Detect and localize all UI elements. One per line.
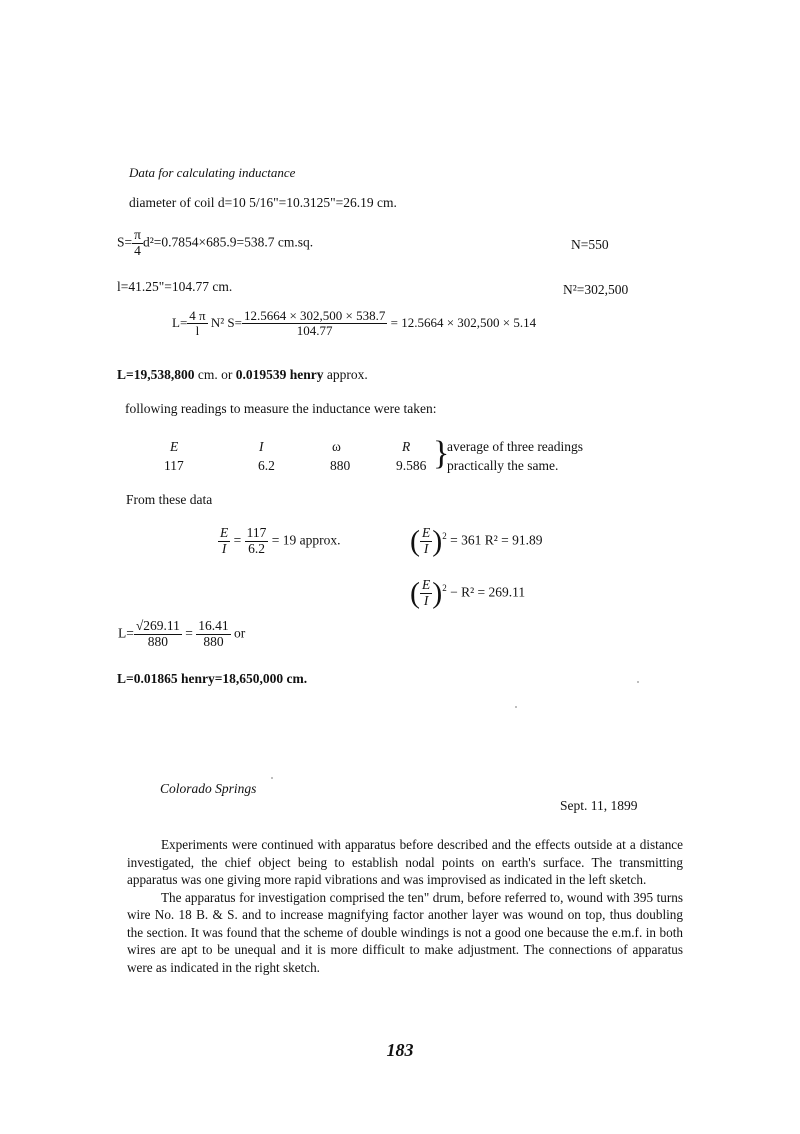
result-value-henry: 0.019539 bbox=[235, 367, 287, 382]
from-these-data: From these data bbox=[126, 492, 213, 507]
paragraph-1: Experiments were continued with apparatus before described and the effects outside at a distance investigated, the chief object being to establish nodal points on earth's surface. The transmitting apparatus was one giving more rapid vibrations and was improvised as indicated in the left sketch. bbox=[127, 837, 683, 887]
ratio-squared-equation bbox=[410, 526, 543, 557]
equals-sign: = bbox=[185, 625, 193, 641]
ratio-difference-equation bbox=[410, 578, 525, 609]
formula-rhs: = 12.5664 × 302,500 × 5.14 bbox=[390, 314, 537, 330]
diameter-line: diameter of coil d=10 5/16"=10.3125"=26.19 cm. bbox=[129, 195, 397, 210]
value-omega: 880 bbox=[330, 458, 351, 473]
open-paren: ( bbox=[410, 524, 420, 558]
numeric-fraction bbox=[245, 526, 269, 557]
fraction-denominator: 104.77 bbox=[296, 323, 333, 339]
exponent: 2 bbox=[442, 530, 447, 541]
fraction-numerator: 16.41 bbox=[198, 618, 229, 633]
readings-intro: following readings to measure the inductance were taken: bbox=[125, 401, 437, 416]
calc-or: or bbox=[234, 625, 246, 641]
numeric-fraction bbox=[196, 619, 230, 650]
inductance-result-2: L=0.01865 henry=18,650,000 cm. bbox=[117, 671, 308, 686]
fraction-numerator: E bbox=[422, 525, 431, 540]
four-pi-over-l-fraction bbox=[187, 309, 207, 339]
fraction-denominator: 880 bbox=[203, 633, 224, 649]
e-over-i-fraction bbox=[218, 526, 230, 557]
area-rhs: d²=0.7854×685.9=538.7 cm.sq. bbox=[142, 234, 314, 250]
value-r: 9.586 bbox=[396, 458, 427, 473]
formula-mid: N² S= bbox=[210, 314, 242, 330]
formula-lhs: L= bbox=[172, 314, 188, 330]
area-equation bbox=[117, 228, 313, 259]
ratio-difference-tail: − R² = 269.11 bbox=[450, 584, 526, 600]
fraction-numerator: 4 π bbox=[189, 308, 206, 323]
sqrt-fraction bbox=[134, 619, 182, 650]
fraction-numerator: 117 bbox=[246, 525, 267, 540]
result-unit: henry bbox=[286, 367, 324, 382]
right-brace: } bbox=[433, 435, 450, 472]
result-value-cm: L=19,538,800 bbox=[117, 367, 195, 382]
exponent: 2 bbox=[442, 582, 447, 593]
ratio-squared-tail: = 361 R² = 91.89 bbox=[450, 532, 543, 548]
scan-speck bbox=[637, 681, 639, 683]
fraction-denominator: l bbox=[195, 323, 200, 339]
turns-squared-value: N²=302,500 bbox=[563, 282, 629, 297]
section-heading: Data for calculating inductance bbox=[129, 165, 296, 180]
scan-speck bbox=[271, 777, 273, 779]
body-text bbox=[127, 836, 683, 976]
close-paren: ) bbox=[432, 524, 443, 558]
ratio-tail: = 19 approx. bbox=[271, 532, 341, 548]
area-lhs: S= bbox=[117, 234, 133, 250]
close-paren: ) bbox=[432, 576, 443, 610]
fraction-numerator: E bbox=[220, 525, 229, 540]
place-name: Colorado Springs bbox=[160, 781, 257, 796]
paragraph-2: The apparatus for investigation comprised the ten" drum, before referred to, wound with 395 turns wire No. 18 B. & S. and to increase magnifying factor another layer was wound on top, thus doubling the section. It was found that the scheme of double windings is not a good one because the e.m.f. in both wires are apt to be unequal and it is more difficult to make adjustment. The connections of apparatus were as indicated in the right sketch. bbox=[127, 889, 683, 975]
turns-value: N=550 bbox=[571, 237, 609, 252]
readings-note-1: average of three readings bbox=[447, 439, 584, 454]
fraction-numerator: √269.11 bbox=[135, 618, 180, 633]
l-calculation bbox=[118, 619, 245, 650]
readings-note-2: practically the same. bbox=[447, 458, 559, 473]
page-number: 183 bbox=[386, 1040, 414, 1060]
e-over-i-fraction bbox=[420, 526, 432, 557]
header-e: E bbox=[170, 439, 179, 454]
ratio-equation bbox=[218, 526, 340, 557]
header-i: I bbox=[259, 439, 264, 454]
result-approx: approx. bbox=[323, 367, 368, 382]
calc-lhs: L= bbox=[118, 625, 134, 641]
fraction-denominator: 880 bbox=[147, 633, 169, 649]
open-paren: ( bbox=[410, 576, 420, 610]
fraction-denominator: I bbox=[221, 540, 227, 556]
inductance-result-1 bbox=[117, 367, 368, 383]
inductance-formula bbox=[172, 309, 536, 339]
fraction-denominator: 4 bbox=[134, 242, 141, 258]
header-r: R bbox=[402, 439, 411, 454]
fraction-numerator: E bbox=[422, 577, 431, 592]
fraction-denominator: I bbox=[423, 592, 429, 608]
header-omega: ω bbox=[332, 439, 341, 454]
value-e: 117 bbox=[164, 458, 184, 473]
entry-date: Sept. 11, 1899 bbox=[560, 798, 638, 813]
fraction-numerator: 12.5664 × 302,500 × 538.7 bbox=[243, 308, 386, 323]
fraction-denominator: 6.2 bbox=[248, 540, 265, 556]
e-over-i-fraction bbox=[420, 578, 432, 609]
length-line: l=41.25"=104.77 cm. bbox=[117, 279, 233, 294]
scan-speck bbox=[515, 706, 517, 708]
pi-over-4-fraction bbox=[132, 228, 143, 259]
fraction-denominator: I bbox=[423, 540, 429, 556]
fraction-numerator: π bbox=[134, 227, 141, 242]
numeric-fraction bbox=[242, 309, 387, 339]
value-i: 6.2 bbox=[258, 458, 275, 473]
result-text: cm. or bbox=[194, 367, 236, 382]
equals-sign: = bbox=[233, 532, 242, 548]
